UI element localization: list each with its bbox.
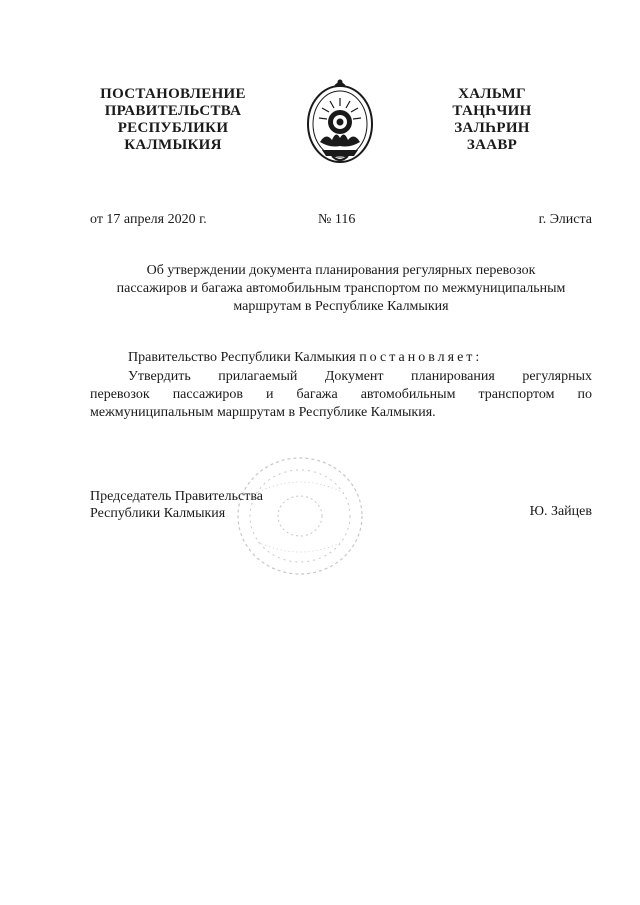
title-line-1: Об утверждении документа планирования регулярных перевозок	[146, 263, 536, 278]
title-line-3: маршрутам в Республике Калмыкия	[233, 299, 449, 314]
header-kalmyk-line-3: ЗАЛҺРИН	[454, 120, 530, 136]
header-kalmyk-line-4: ЗААВР	[466, 137, 518, 153]
signatory-name: Ю. Зайцев	[529, 504, 592, 519]
paragraph-line-3: межмуниципальным маршрутам в Республике Калмыкия.	[90, 405, 436, 420]
document-date: от 17 апреля 2020 г.	[90, 212, 207, 227]
header-russian	[92, 86, 254, 154]
signature-position-line-2: Республики Калмыкия	[90, 506, 226, 521]
body-intro-text: Правительство Республики Калмыкия	[128, 350, 356, 365]
paragraph-line-2: перевозок пассажиров и багажа автомобильным транспортом по	[90, 387, 592, 402]
signature-position-line-1: Председатель Правительства	[90, 489, 263, 504]
signature-position	[90, 488, 263, 522]
header-russian-line-2: ПРАВИТЕЛЬСТВА	[104, 103, 242, 119]
header-russian-line-4: КАЛМЫКИЯ	[124, 137, 222, 153]
body-intro	[128, 350, 482, 366]
header-kalmyk	[432, 86, 552, 154]
header-russian-line-1: ПОСТАНОВЛЕНИЕ	[100, 86, 246, 102]
document-title	[90, 262, 592, 316]
header-kalmyk-line-1: ХАЛЬМГ	[458, 86, 526, 102]
body-paragraph	[90, 368, 592, 422]
document-number: № 116	[318, 212, 356, 227]
kalmykia-emblem-icon	[304, 76, 376, 168]
header-kalmyk-line-2: ТАҢҺЧИН	[452, 103, 532, 119]
body-intro-decree: постановляет:	[359, 350, 483, 365]
header-russian-line-3: РЕСПУБЛИКИ	[117, 120, 229, 136]
title-line-2: пассажиров и багажа автомобильным транспортом по межмуниципальным	[116, 281, 566, 296]
paragraph-line-1: Утвердить прилагаемый Документ планирования регулярных	[128, 369, 592, 384]
document-city: г. Элиста	[538, 212, 592, 227]
document-meta	[90, 212, 592, 230]
